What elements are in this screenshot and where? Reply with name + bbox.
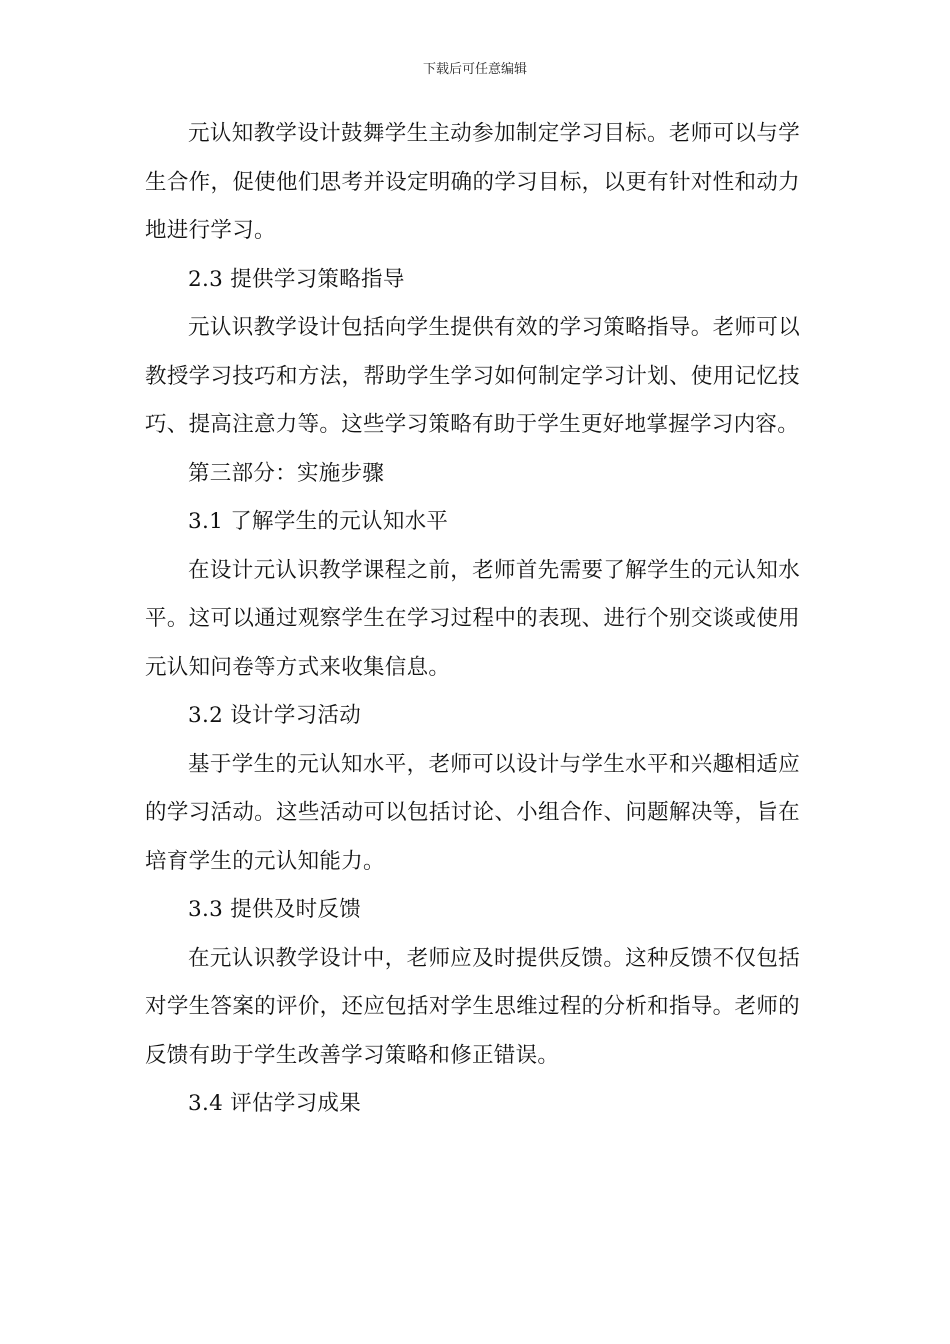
part-heading: 第三部分：实施步骤: [188, 460, 385, 486]
document-body: [145, 110, 800, 1129]
paragraph: 元认识教学设计包括向学生提供有效的学习策略指导。老师可以教授学习技巧和方法，帮助学生学习如何制定学习计划、使用记忆技巧、提高注意力等。这些学习策略有助于学生更好地掌握学习内容。: [145, 315, 800, 437]
paragraph: 在元认识教学设计中，老师应及时提供反馈。这种反馈不仅包括对学生答案的评价，还应包括对学生思维过程的分析和指导。老师的反馈有助于学生改善学习策略和修正错误。: [145, 945, 800, 1068]
paragraph: 元认知教学设计鼓舞学生主动参加制定学习目标。老师可以与学生合作，促使他们思考并设定明确的学习目标，以更有针对性和动力地进行学习。: [145, 121, 800, 243]
section-heading: 3.1 了解学生的元认知水平: [188, 509, 449, 534]
section-heading: 3.3 提供及时反馈: [188, 897, 362, 922]
paragraph: 在设计元认识教学课程之前，老师首先需要了解学生的元认知水平。这可以通过观察学生在学习过程中的表现、进行个别交谈或使用元认知问卷等方式来收集信息。: [145, 557, 800, 680]
section-heading: 3.2 设计学习活动: [188, 703, 362, 728]
section-heading: 3.4 评估学习成果: [188, 1091, 362, 1116]
paragraph: 基于学生的元认知水平，老师可以设计与学生水平和兴趣相适应的学习活动。这些活动可以包括讨论、小组合作、问题解决等，旨在培育学生的元认知能力。: [145, 751, 800, 874]
section-heading: 2.3 提供学习策略指导: [188, 266, 405, 292]
page-header: 下载后可任意编辑: [422, 62, 527, 77]
